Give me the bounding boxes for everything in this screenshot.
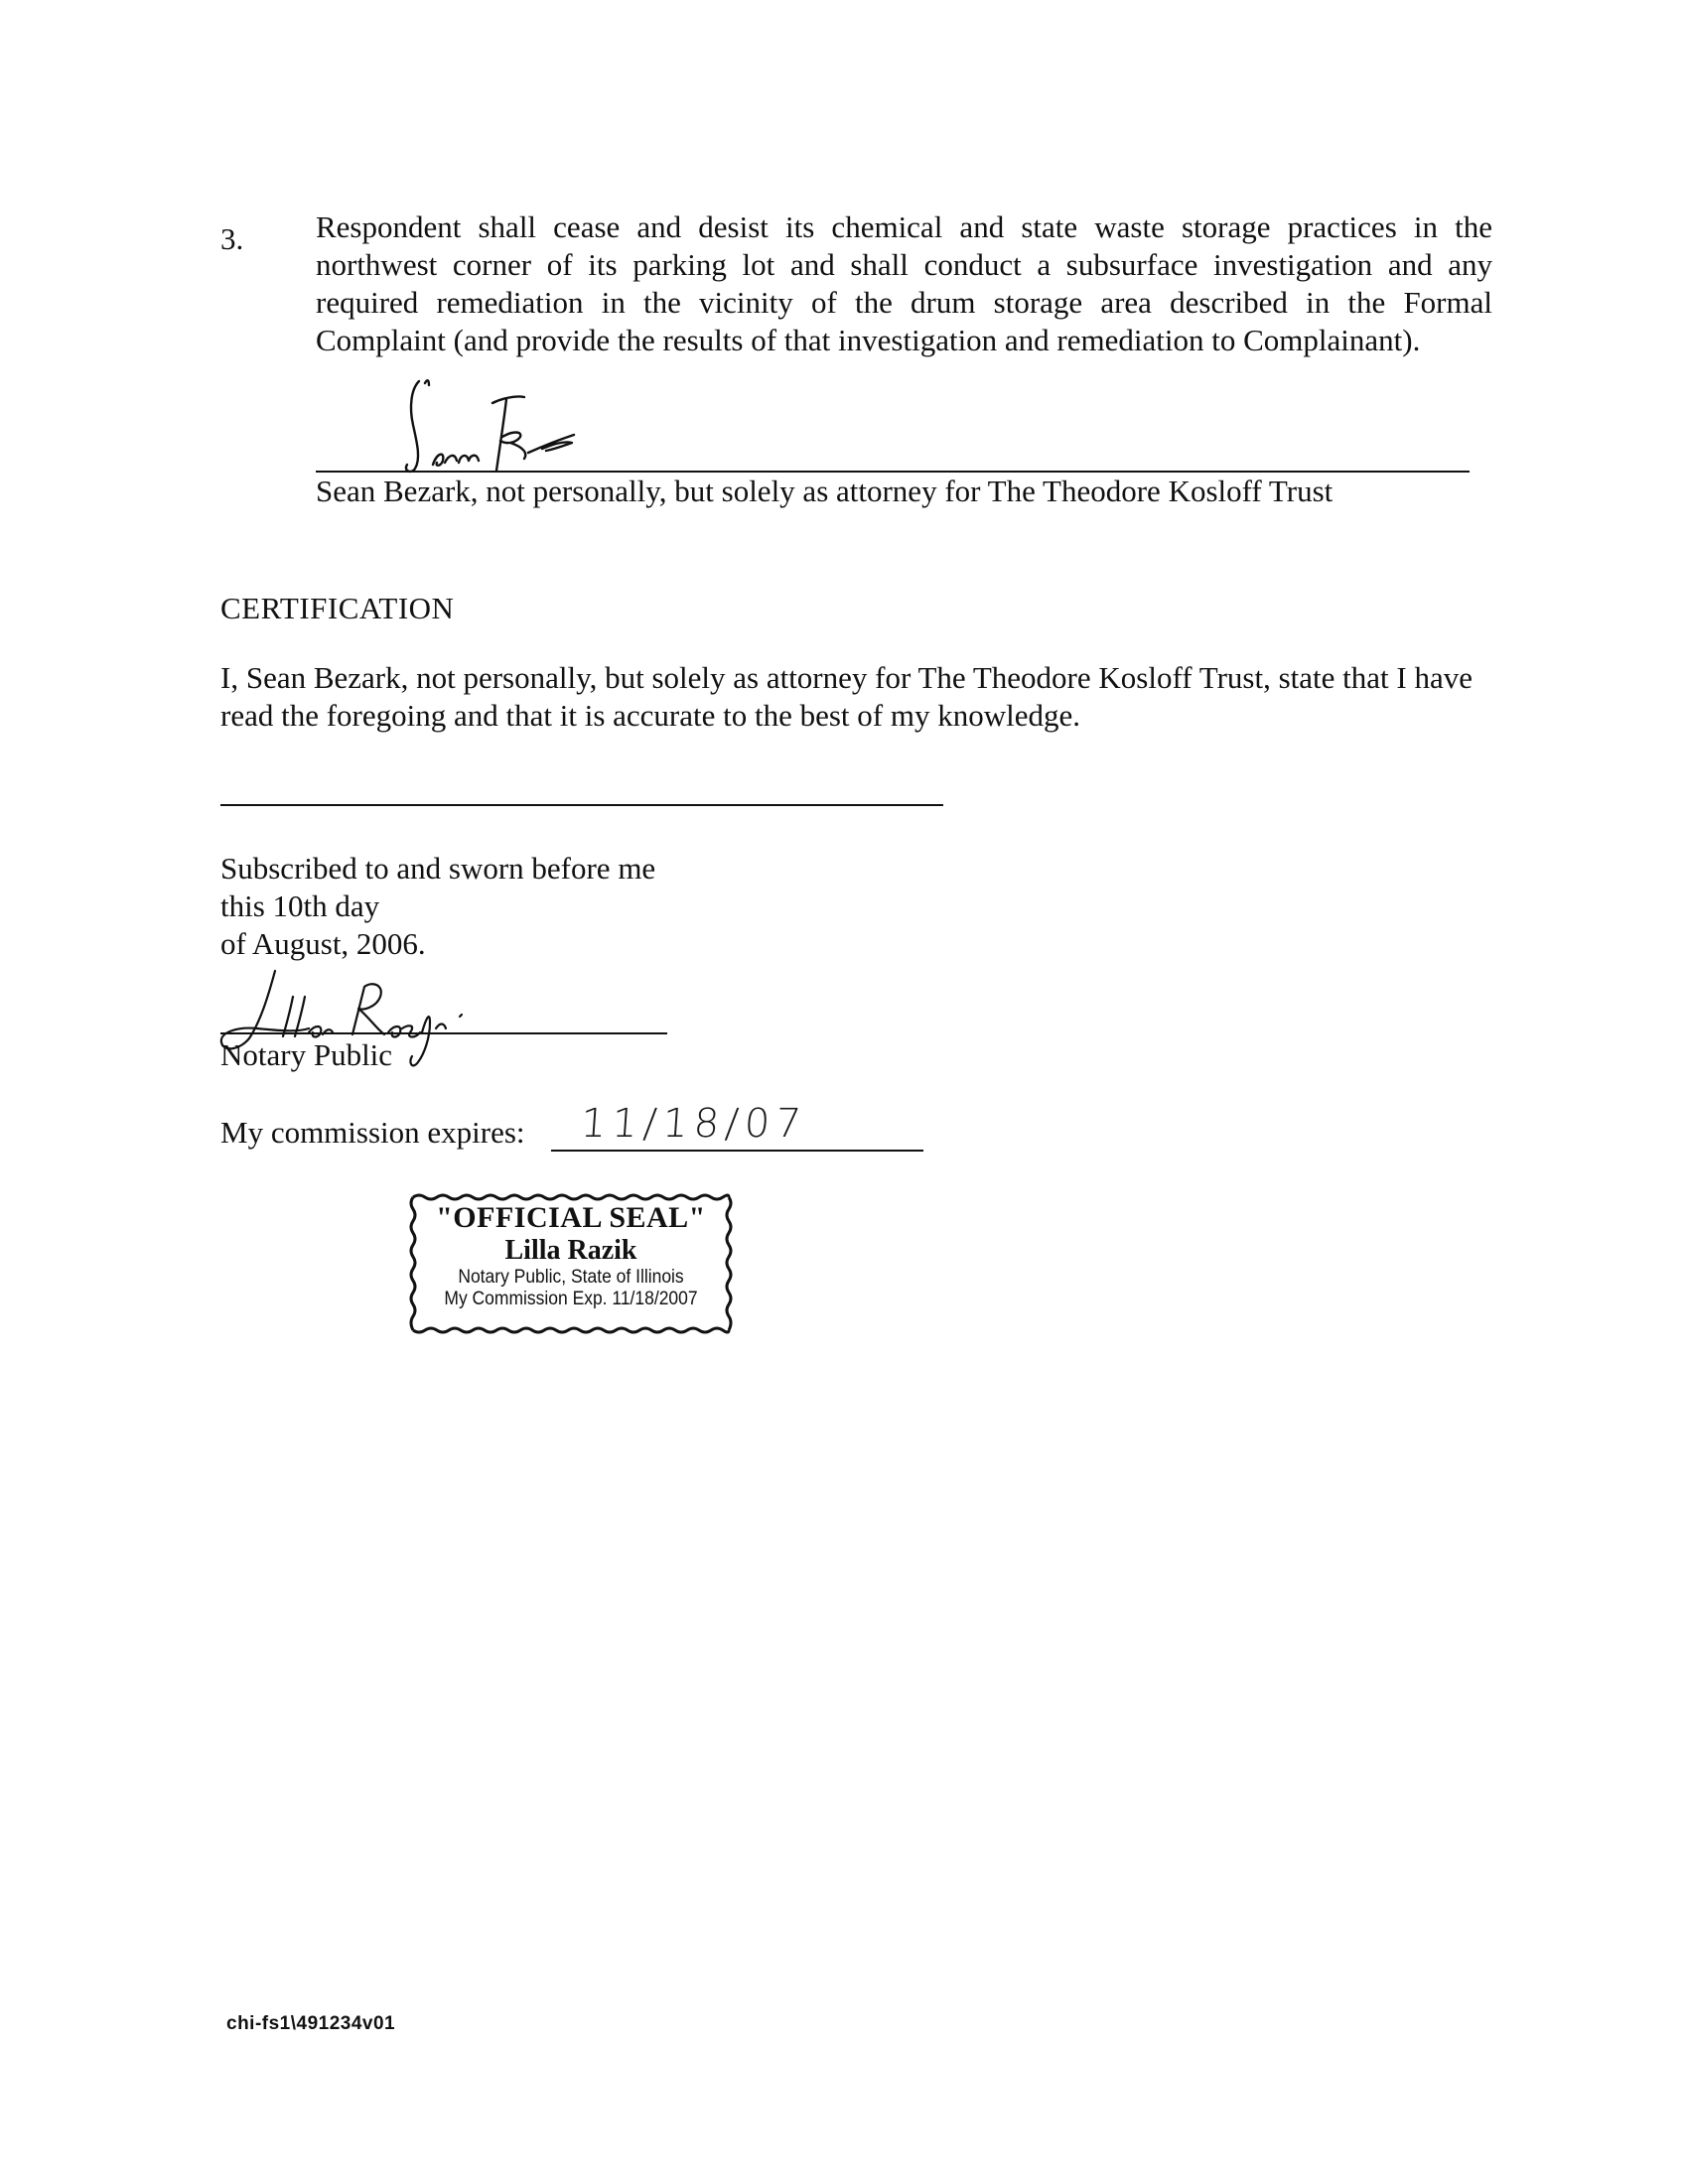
seal-name: Lilla Razik xyxy=(504,1235,637,1266)
commission-expires-date: 11/18/07 xyxy=(579,1101,809,1147)
sworn-line-1: Subscribed to and sworn before me xyxy=(220,851,656,886)
sworn-line-2: this 10th day xyxy=(220,888,380,923)
commission-expires-label: My commission expires: xyxy=(220,1115,525,1150)
sworn-line-3: of August, 2006. xyxy=(220,926,426,961)
notary-signature-line xyxy=(220,1032,667,1034)
seal-line-2: My Commission Exp. 11/18/2007 xyxy=(444,1289,698,1309)
official-notary-seal xyxy=(407,1191,735,1336)
seal-text xyxy=(407,1201,735,1310)
paragraph-text: Respondent shall cease and desist its chemical and state waste storage practices in the northwest corner of its parking lot and shall conduct a subsurface investigation and any required remediation in the vicinity of the drum storage area described in the Formal Complaint (and provide the results of that investigation and remediation to Complainant). xyxy=(316,209,1492,357)
seal-line-1: Notary Public, State of Illinois xyxy=(458,1267,684,1288)
certification-signature-line xyxy=(220,804,943,806)
paragraph-number: 3. xyxy=(220,221,244,256)
commission-expires-line xyxy=(551,1150,923,1152)
attorney-signature-image xyxy=(397,367,655,477)
attorney-signature-caption: Sean Bezark, not personally, but solely as attorney for The Theodore Kosloff Trust xyxy=(316,474,1333,508)
certification-heading: CERTIFICATION xyxy=(220,591,455,625)
notary-public-caption: Notary Public xyxy=(220,1037,393,1072)
document-id-footer: chi-fs1\491234v01 xyxy=(226,2013,396,2034)
sworn-statement xyxy=(220,850,655,963)
certification-text: I, Sean Bezark, not personally, but solely as attorney for The Theodore Kosloff Trust, state that I have read the foregoing and that it is accurate to the best of my knowledge. xyxy=(220,660,1473,733)
seal-title: "OFFICIAL SEAL" xyxy=(436,1201,706,1234)
